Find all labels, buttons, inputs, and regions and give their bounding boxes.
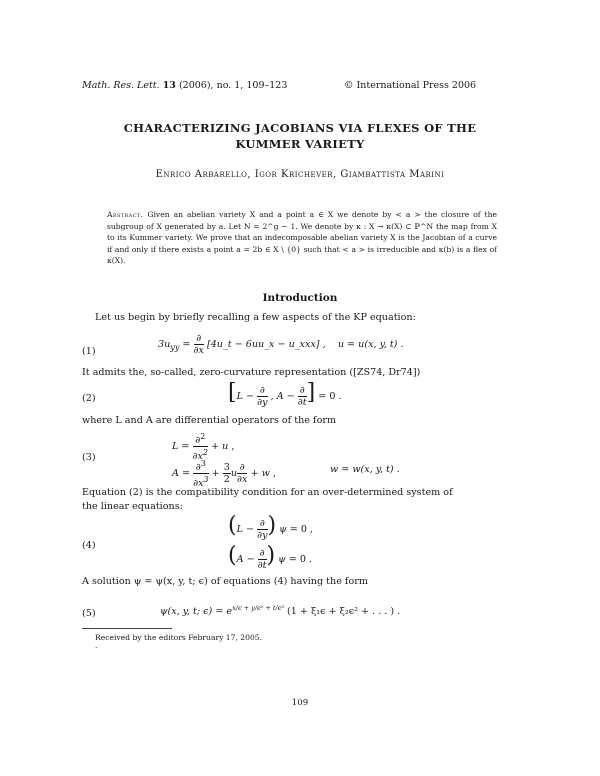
paragraph-compatibility: Equation (2) is the compatibility condition for an over-determined system of the linear equations:: [82, 487, 453, 512]
equation-4-line-2: (A − $\frac{\partial}{\partial t}$ ) ψ = 0 .: [228, 543, 313, 571]
equation-4-label: (4): [82, 540, 96, 551]
footnote-received: Received by the editors February 17, 2005.: [95, 633, 263, 642]
equation-3-line-2: A = $\frac{\partial^3}{\partial x^3}$ + $\frac{3}{2}$ u $\frac{\partial}{\partial x}$ + w ,: [172, 459, 276, 490]
equation-5: ψ(x, y, t; $\epsilon) = e^{x/\epsilon + y/\epsilon^2 + t/\epsilon^3}$ (1 + ξ₁ϵ + ξ₂ϵ² + . . . ) .: [160, 604, 401, 618]
journal-abbreviation: Math. Res. Lett.: [82, 80, 160, 91]
paragraph-zero-curvature: It admits the, so-called, zero-curvature representation ([ZS74, Dr74]): [82, 367, 421, 378]
page-number: 109: [291, 698, 309, 708]
equation-3-line-1: L = $\frac{\partial^2}{\partial x^2}$ + u ,: [172, 432, 235, 463]
paragraph-operators: where L and A are differential operators of the form: [82, 415, 337, 426]
abstract-heading: Abstract.: [107, 210, 144, 219]
footnote-rule: [82, 628, 172, 629]
author-list: Enrico Arbarello, Igor Krichever, Giambattista Marini: [155, 169, 445, 180]
abstract: [107, 209, 497, 267]
intro-paragraph: Let us begin by briefly recalling a few aspects of the KP equation:: [95, 312, 416, 323]
running-header: [82, 80, 287, 91]
paragraph-solution: A solution ψ = ψ(x, y, t; ϵ) of equations (4) having the form: [82, 576, 368, 587]
issue-info: (2006), no. 1, 109–123: [178, 80, 288, 91]
equation-5-rhs: (1 + ξ₁ϵ + ξ₂ϵ² + . . . ) .: [286, 606, 401, 618]
equation-1-condition: u = u(x, y, t) .: [337, 339, 404, 350]
equation-5-label: (5): [82, 608, 96, 619]
paper-title-line-2: KUMMER VARIETY: [235, 137, 365, 151]
equation-2: [L − $\frac{\partial}{\partial y}$ , A − $\frac{\partial}{\partial t}$ ] = 0 .: [228, 380, 342, 408]
equation-1-rhs: [4u_t − 6uu_x − u_xxx] ,: [206, 339, 326, 350]
equation-4-line-1: (L − $\frac{\partial}{\partial y}$ ) ψ = 0 ,: [228, 513, 314, 541]
equation-3-label: (3): [82, 452, 96, 463]
footnote-mark: ·: [95, 643, 98, 652]
equation-3-w-definition: w = w(x, y, t) .: [330, 464, 400, 475]
section-title: Introduction: [262, 292, 338, 304]
equation-1: $3u_{yy}$ = $\frac{\partial}{\partial x}$ [4u_t − 6uu_x − u_xxx] , u = u(x, y, t) .: [158, 333, 404, 356]
partial-fraction: $\frac{\partial}{\partial x}$: [193, 333, 204, 356]
equation-2-label: (2): [82, 393, 96, 404]
abstract-text: Given an abelian variety X and a point a ∈ X we denote by < a > the closure of the subgroup of X generated by a. Let N = 2^g − 1. We denote by κ : X → κ(X) ⊂ ℙ^N the map from X to its Kummer variety. We prove that an indecomposable abelian variety X is the Jacobian of a curve if and only if there exists a point a = 2b ∈ X \ {0} such that < a > is irreducible and κ(b) is a flex of κ(X).: [107, 210, 497, 266]
paper-title-line-1: CHARACTERIZING JACOBIANS VIA FLEXES OF THE: [123, 121, 477, 135]
equation-1-label: (1): [82, 346, 96, 357]
copyright-notice: © International Press 2006: [344, 80, 477, 91]
journal-volume: 13: [162, 80, 176, 91]
